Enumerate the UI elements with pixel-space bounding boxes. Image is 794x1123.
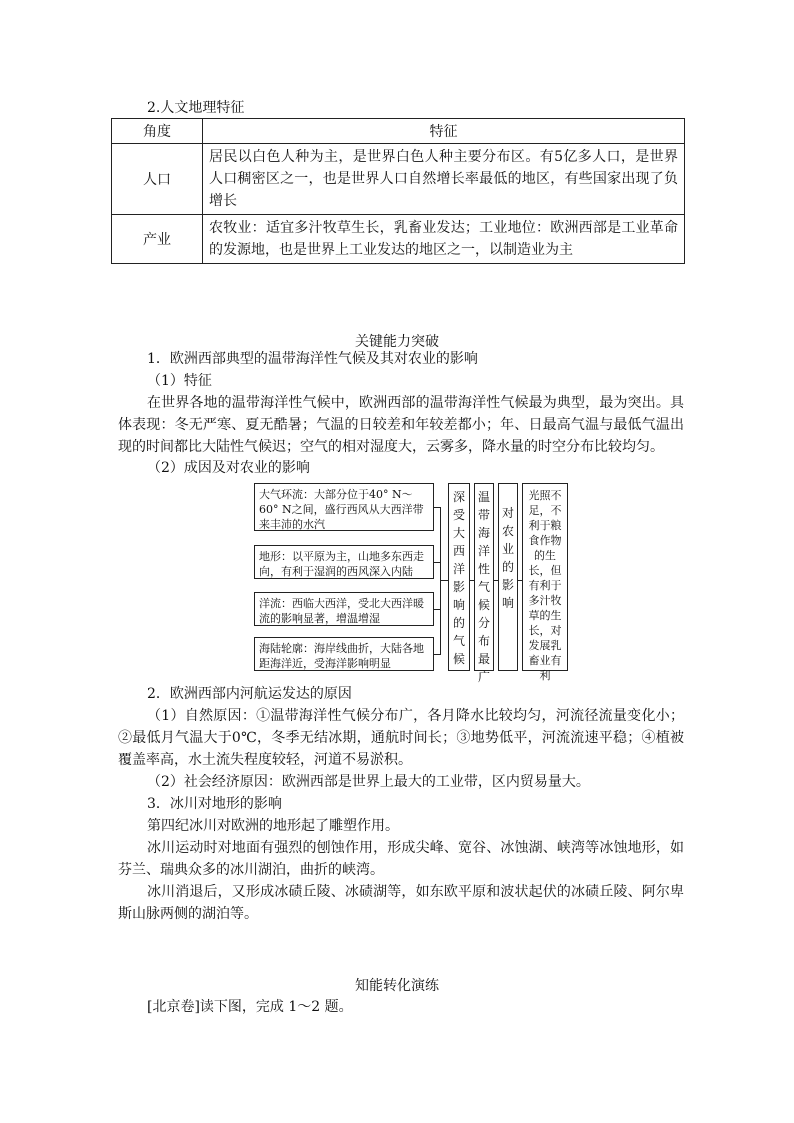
human-geography-table xyxy=(111,118,685,264)
col-agri-effect: 光照不足，不利于粮食作物的生长，但有利于多汁牧草的生长，对发展乳畜业有利 xyxy=(522,483,568,671)
col-marine-climate: 温带海洋性气候分布最广 xyxy=(474,483,494,671)
col-agri-impact: 对农业的影响 xyxy=(498,483,518,671)
table-cell-feature: 农牧业：适宜多汁牧草生长，乳畜业发达；工业地位：欧洲西部是工业革命的发源地，也是世界上工业发达的地区之一，以制造业为主 xyxy=(203,215,685,264)
item2-heading: 2．欧洲西部内河航运发达的原因 xyxy=(147,686,352,702)
brace-line xyxy=(440,507,441,655)
item3-p1: 第四纪冰川对欧洲的地形起了雕塑作用。 xyxy=(147,818,399,834)
factor-box-circulation: 大气环流：大部分位于40° N～60° N之间，盛行西风从大西洋带来丰沛的水汽 xyxy=(254,483,434,531)
connector-line xyxy=(440,580,448,581)
practice-line: [北京卷]读下图，完成 1～2 题。 xyxy=(147,999,353,1015)
item1-sub2: （2）成因及对农业的影响 xyxy=(147,460,310,476)
item1-heading: 1．欧洲西部典型的温带海洋性气候及其对农业的影响 xyxy=(147,351,478,367)
factor-box-coastline: 海陆轮廓：海岸线曲折，大陆各地距海洋近，受海洋影响明显 xyxy=(254,637,434,671)
factor-box-terrain: 地形：以平原为主，山地多东西走向，有利于湿润的西风深入内陆 xyxy=(254,545,434,579)
item3-heading: 3．冰川对地形的影响 xyxy=(147,796,282,812)
table-header-row xyxy=(112,119,685,144)
col-atlantic-influence: 深受大西洋影响的气候 xyxy=(448,483,470,671)
item2-natural-reasons: （1）自然原因：①温带海洋性气候分布广，各月降水比较均匀，河流径流量变化小；②最低月气温大于0℃，冬季无结冰期，通航时间长；③地势低平，河流流速平稳；④植被覆盖率高，水土流失程度较轻，河道不易淤积。 xyxy=(118,708,684,768)
item2-economic-reasons: （2）社会经济原因：欧洲西部是世界上最大的工业带，区内贸易量大。 xyxy=(147,774,590,790)
item3-p2: 冰川运动时对地面有强烈的刨蚀作用，形成尖峰、宽谷、冰蚀湖、峡湾等冰蚀地形，如芬兰、瑞典众多的冰川湖泊，曲折的峡湾。 xyxy=(118,840,684,878)
practice-title: 知能转化演练 xyxy=(355,978,439,994)
factor-box-current: 洋流：西临大西洋，受北大西洋暖流的影响显著，增温增湿 xyxy=(254,592,434,626)
section-title: 2.人文地理特征 xyxy=(147,100,245,116)
table-row xyxy=(112,215,685,264)
item1-sub1: （1）特征 xyxy=(147,373,212,389)
table-row xyxy=(112,144,685,215)
table-header: 角度 xyxy=(112,119,203,144)
key-ability-title: 关键能力突破 xyxy=(355,334,439,350)
table-cell-feature: 居民以白色人种为主，是世界白色人种主要分布区。有5亿多人口，是世界人口稠密区之一，也是世界人口自然增长率最低的地区，有些国家出现了负增长 xyxy=(203,144,685,215)
table-cell-aspect: 人口 xyxy=(112,144,203,215)
table-header: 特征 xyxy=(203,119,685,144)
table-cell-aspect: 产业 xyxy=(112,215,203,264)
item3-p3: 冰川消退后，又形成冰碛丘陵、冰碛湖等，如东欧平原和波状起伏的冰碛丘陵、阿尔卑斯山脉两侧的湖泊等。 xyxy=(118,884,684,922)
item1-sub1-text: 在世界各地的温带海洋性气候中，欧洲西部的温带海洋性气候最为典型，最为突出。具体表现：冬无严寒、夏无酷暑；气温的日较差和年较差都小；年、日最高气温与最低气温出现的时间都比大陆性气候迟；空气的相对湿度大，云雾多，降水量的时空分布比较均匀。 xyxy=(118,395,684,455)
